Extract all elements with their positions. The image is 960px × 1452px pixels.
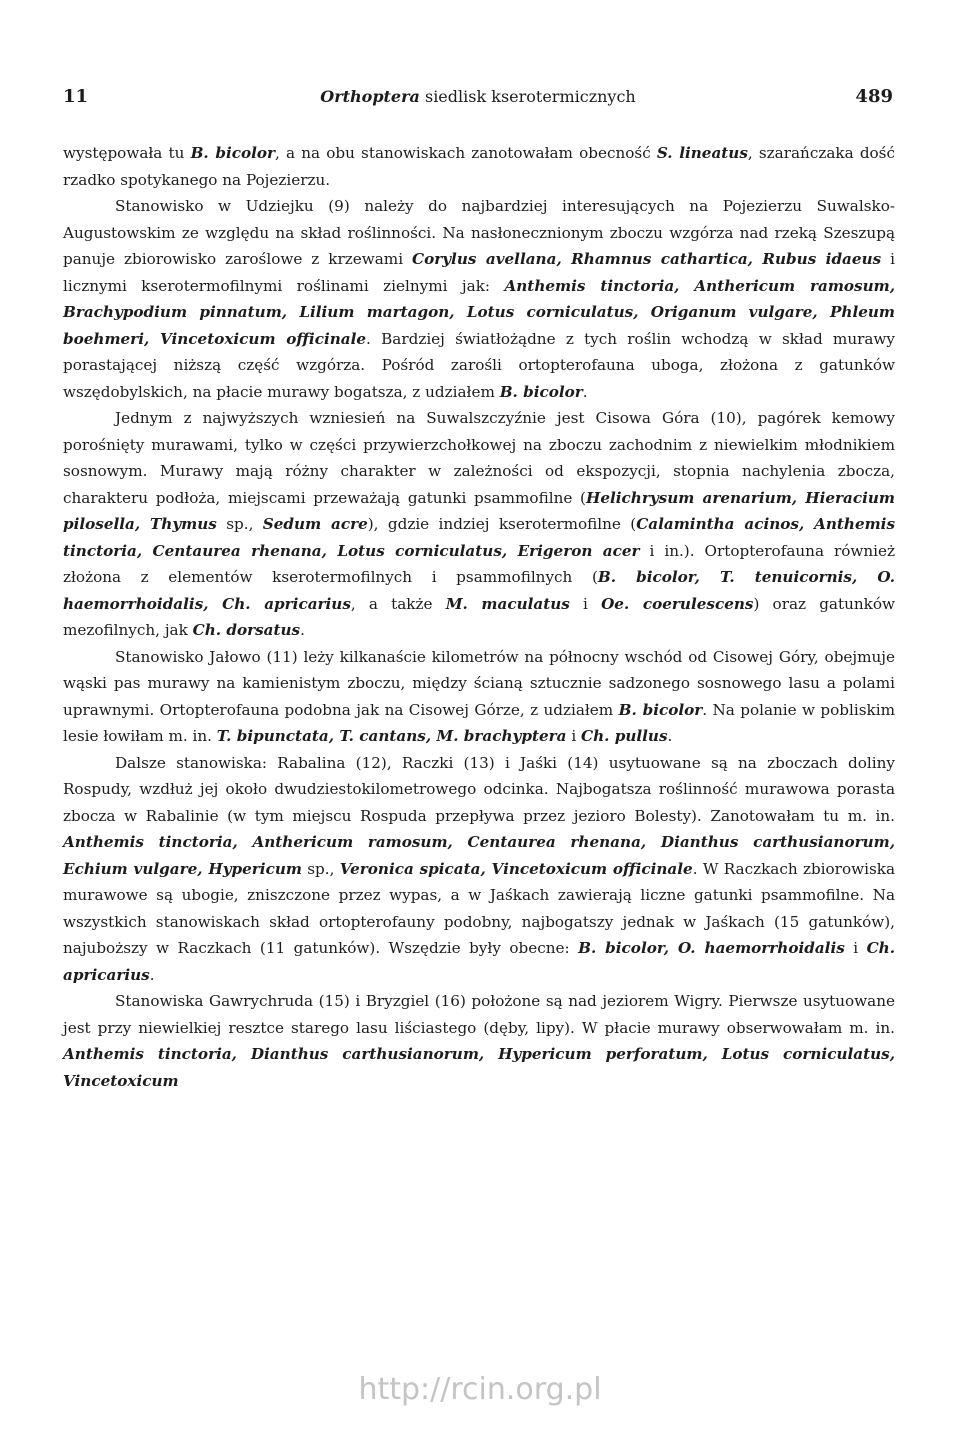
italic-text: Calamintha acinos, Anthemis tinctoria, Centaurea rhenana, Lotus corniculatus, Erigeron acer [63, 515, 896, 560]
text-run: . [667, 727, 673, 745]
italic-text: Veronica spicata, Vincetoxicum officinale [339, 859, 693, 878]
text-run: i licznymi kserotermofilnymi roślinami zielnymi jak: [63, 250, 895, 295]
text-run: , a także [350, 594, 446, 613]
italic-text: Ch. apricarius [63, 939, 896, 984]
italic-text: B. bicolor [190, 144, 276, 162]
text-run: . [582, 382, 588, 401]
text-run: sp., [301, 859, 340, 878]
italic-text: Sedum acre [262, 515, 368, 533]
running-title-italic: Orthoptera [320, 87, 420, 106]
text-run: i [566, 727, 582, 745]
text-run: Jednym z najwyższych wzniesień na Suwalszczyźnie jest Cisowa Góra (10), pagórek kemowy porośnięty murawami, tylko w części przywierzchołkowej na zboczu zachodnim z niewielkim młodnikiem sosnowym. Murawy mają różny charakter w zależności od ekspozycji, stopnia nachylenia zbocza, charakteru podłoża, miejscami przeważają gatunki psammofilne ( [63, 409, 895, 507]
italic-text: B. bicolor [618, 700, 703, 719]
text-run: sp., [216, 515, 263, 533]
paragraph [63, 140, 895, 193]
text-run: , a na obu stanowiskach zanotowałam obecność [275, 144, 657, 162]
text-run: , szarańczaka dość rzadko spotykanego na Pojezierzu. [63, 144, 895, 189]
paragraph [63, 750, 895, 989]
text-run: . W Raczkach zbiorowiska murawowe są ubogie, zniszczone przez wypas, a w Jaśkach zawierają liczne gatunki psammofilne. Na wszystkich stanowiskach skład ortopterofauny podobny, najbogatszy jednak w Jaśkach (15 gatunków), najuboższy w Raczkach (11 gatunków). Wszędzie były obecne: [63, 859, 895, 957]
page-header [63, 82, 893, 112]
italic-text: T. bipunctata, T. cantans, M. brachyptera [216, 727, 567, 745]
text-run: Stanowisko w Udziejku (9) należy do najbardziej interesujących na Pojezierzu Suwalsko-Augustowskim ze względu na skład roślinności. Na nasłonecznionym zboczu wzgórza nad rzeką Szeszupą panuje zbiorowisko zaroślowe z krzewami [63, 197, 895, 268]
text-run: . [300, 621, 305, 639]
text-run: . [149, 965, 155, 984]
paragraph [63, 988, 895, 1094]
text-run: Stanowiska Gawrychruda (15) i Bryzgiel (16) położone są nad jeziorem Wigry. Pierwsze usytuowane jest przy niewielkiej resztce starego lasu liściastego (dęby, lipy). W płacie murawy obserwowałam m. in. [63, 992, 895, 1037]
page-number-right: 489 [855, 86, 893, 107]
text-run: Dalsze stanowiska: Rabalina (12), Raczki (13) i Jaśki (14) usytuowane są na zboczach doliny Rospudy, wzdłuż jej około dwudziestokilometrowego odcinka. Najbogatsza roślinność murawowa porasta zbocza w Rabalinie (w tym miejscu Rospuda przepływa przez jezioro Bolesty). Zanotowałam tu m. in. [63, 753, 895, 825]
italic-text: S. lineatus [656, 144, 748, 162]
paragraph [63, 405, 895, 644]
italic-text: B. bicolor, O. haemorrhoidalis [578, 939, 845, 957]
italic-text: Corylus avellana, Rhamnus cathartica, Rubus idaeus [412, 250, 882, 268]
italic-text: Ch. pullus [581, 727, 668, 745]
italic-text: Oe. coerulescens [601, 594, 754, 613]
text-run: ) oraz gatunków mezofilnych, jak [63, 594, 895, 639]
text-run: . Bardziej światłożądne z tych roślin wchodzą w skład murawy porastającej niższą część wzgórza. Pośród zarośli ortopterofauna uboga, złożona z gatunków wszędobylskich, na płacie murawy bogatsza, z udziałem [63, 329, 895, 401]
italic-text: M. maculatus [445, 594, 570, 613]
body-text [63, 140, 895, 1094]
text-run: i [844, 939, 867, 957]
text-run: i [569, 594, 602, 613]
watermark-url: http://rcin.org.pl [358, 1372, 602, 1407]
paragraph [63, 644, 895, 750]
italic-text: Ch. dorsatus [192, 621, 301, 639]
text-run: Stanowisko Jałowo (11) leży kilkanaście kilometrów na północny wschód od Cisowej Góry, obejmuje wąski pas murawy na kamienistym zboczu, między ścianą sztucznie sadzonego sosnowego lasu a polami uprawnymi. Ortopterofauna podobna jak na Cisowej Górze, z udziałem [63, 647, 895, 719]
italic-text: Anthemis tinctoria, Dianthus carthusianorum, Hypericum perforatum, Lotus corniculatus, Vincetoxicum [63, 1045, 895, 1090]
text-run: i in.). Ortopterofauna również złożona z elementów kserotermofilnych i psammofilnych ( [63, 541, 895, 586]
running-title-rest: siedlisk kserotermicznych [419, 87, 636, 106]
italic-text: B. bicolor [499, 382, 583, 401]
italic-text: B. bicolor, T. tenuicornis, O. haemorrhoidalis, Ch. apricarius [63, 568, 895, 613]
italic-text: Helichrysum arenarium, Hieracium pilosella, Thymus [63, 488, 895, 533]
text-run: . Na polanie w pobliskim lesie łowiłam m. in. [63, 700, 895, 745]
page-number-left: 11 [63, 86, 89, 107]
italic-text: Anthemis tinctoria, Anthericum ramosum, Brachypodium pinnatum, Lilium martagon, Lotus corniculatus, Origanum vulgare, Phleum boehmeri, Vincetoxicum officinale [63, 276, 895, 348]
paragraph [63, 193, 895, 405]
text-run: ), gdzie indziej kserotermofilne ( [367, 515, 637, 533]
text-run: występowała tu [63, 144, 191, 162]
running-title [63, 82, 893, 112]
italic-text: Anthemis tinctoria, Anthericum ramosum, Centaurea rhenana, Dianthus carthusianorum, Echium vulgare, Hypericum [63, 833, 895, 878]
